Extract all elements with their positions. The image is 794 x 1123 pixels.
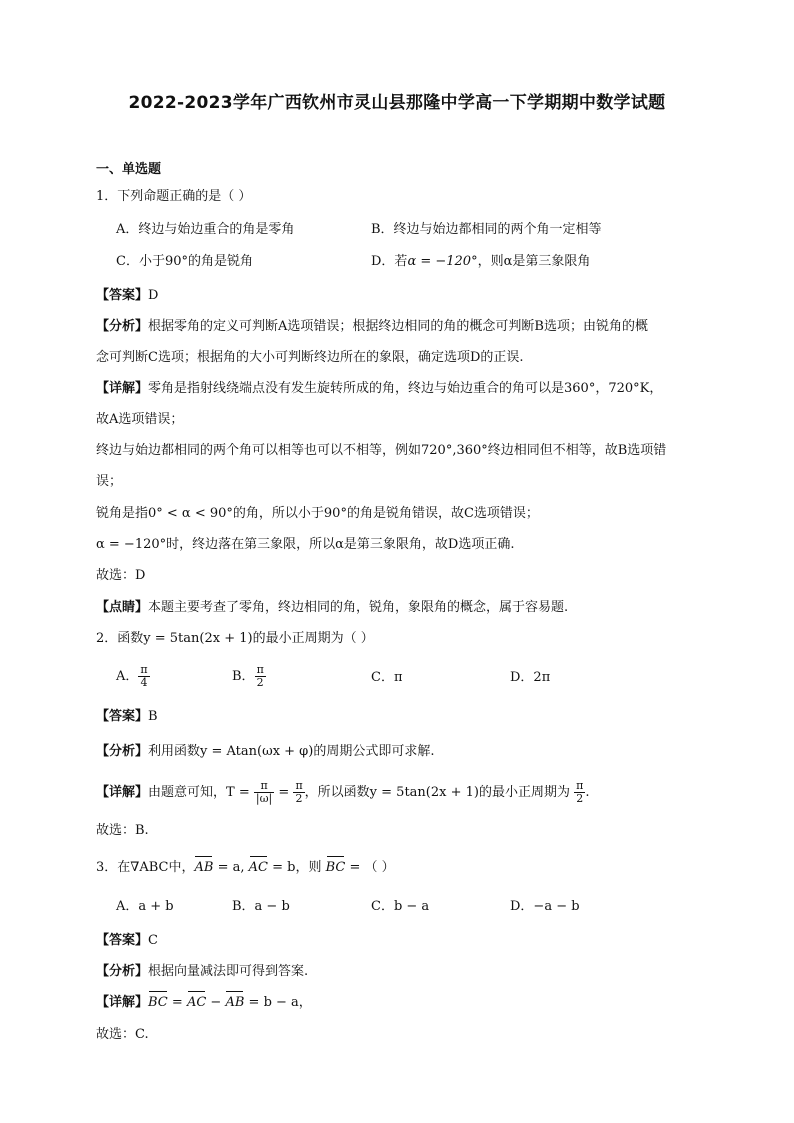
q2-detail-line xyxy=(96,780,589,805)
detail-tag: 【详解】 xyxy=(96,381,149,396)
q2-answer-line xyxy=(96,707,158,727)
fraction-numerator: π xyxy=(295,779,303,792)
q1-comment: 本题主要考查了零角，终边相同的角，锐角，象限角的概念，属于容易题. xyxy=(148,600,569,615)
q2-option-c: C．π xyxy=(371,670,403,685)
q2-detail-pre: 由题意可知，T = xyxy=(148,785,250,800)
fraction-denominator: 4 xyxy=(140,676,148,689)
q3-stem-end: = （ ） xyxy=(345,860,395,875)
q1-detail-line-1 xyxy=(96,379,662,399)
vector-bc: BC xyxy=(148,993,168,1013)
q3-conclusion: 故选：C. xyxy=(96,1027,149,1042)
q1-option-c: C．小于90°的角是锐角 xyxy=(116,254,253,269)
q3-option-c: C．b − a xyxy=(371,899,430,914)
q2-option-a xyxy=(116,664,150,689)
q1-option-b: B．终边与始边都相同的两个角一定相等 xyxy=(371,222,602,237)
q3-detail-equals: = xyxy=(167,995,187,1010)
q3-analysis: 根据向量减法即可得到答案. xyxy=(148,964,309,979)
q3-stem-pre: 3．在∇ABC中， xyxy=(96,860,195,875)
fraction-numerator: π xyxy=(140,663,148,676)
answer-tag: 【答案】 xyxy=(96,288,149,303)
detail-tag: 【详解】 xyxy=(96,785,149,800)
q3-analysis-line xyxy=(96,962,308,982)
q1-option-a: A．终边与始边重合的角是零角 xyxy=(116,222,295,237)
q1-detail-line-3: 终边与始边都相同的两个角可以相等也可以不相等，例如720°,360°终边相同但不相等，故B选项错 xyxy=(96,443,667,458)
q3-stem xyxy=(96,858,395,878)
analysis-tag: 【分析】 xyxy=(96,964,149,979)
q1-comment-line xyxy=(96,598,568,618)
q1-option-d-suffix: ，则α是第三象限角 xyxy=(477,254,591,269)
q3-option-d: D．−a − b xyxy=(510,899,580,914)
analysis-tag: 【分析】 xyxy=(96,319,149,334)
q1-detail-1: 零角是指射线绕端点没有发生旋转所成的角，终边与始边重合的角可以是360°，720°K， xyxy=(148,381,663,396)
comment-tag: 【点睛】 xyxy=(96,600,149,615)
q2-option-b-label: B． xyxy=(232,669,255,684)
q1-detail-line-4: 误； xyxy=(96,474,123,489)
fraction-numerator: π xyxy=(576,779,584,792)
fraction-denominator: 2 xyxy=(256,676,264,689)
q3-stem-mid-2: = b，则 xyxy=(267,860,326,875)
q1-option-d-math: α = −120° xyxy=(407,254,478,269)
q1-analysis-1: 根据零角的定义可判断A选项错误；根据终边相同的角的概念可判断B选项；由锐角的概 xyxy=(148,319,648,334)
q2-option-d: D．2π xyxy=(510,670,551,685)
q2-stem: 2．函数y = 5tan(2x + 1)的最小正周期为（ ） xyxy=(96,631,374,646)
q2-detail-mid: ，所以函数y = 5tan(2x + 1)的最小正周期为 xyxy=(304,785,570,800)
vector-bc: BC xyxy=(326,858,346,878)
q1-stem: 1．下列命题正确的是（ ） xyxy=(96,189,252,204)
detail-tag: 【详解】 xyxy=(96,995,149,1010)
q1-detail-line-5: 锐角是指0° < α < 90°的角，所以小于90°的角是锐角错误，故C选项错误； xyxy=(96,506,539,521)
q2-option-b-fraction xyxy=(255,664,266,689)
q3-detail-end: = b − a， xyxy=(244,995,312,1010)
fraction-denominator: |ω| xyxy=(255,792,273,805)
fraction-denominator: 2 xyxy=(295,792,303,805)
q1-detail-line-2: 故A选项错误； xyxy=(96,412,184,427)
q1-answer-line xyxy=(96,286,158,306)
q3-detail-line xyxy=(96,993,312,1013)
q1-conclusion: 故选：D xyxy=(96,568,146,583)
q1-option-d-prefix: D．若 xyxy=(371,254,408,269)
q2-option-b xyxy=(232,664,266,689)
q2-detail-fraction-2 xyxy=(293,780,304,805)
answer-tag: 【答案】 xyxy=(96,933,149,948)
page-title: 2022-2023学年广西钦州市灵山县那隆中学高一下学期期中数学试题 xyxy=(128,93,666,113)
q2-detail-equals: = xyxy=(278,785,290,800)
q3-answer: C xyxy=(148,933,158,948)
vector-ab: AB xyxy=(194,858,213,878)
q2-detail-fraction-1 xyxy=(254,780,274,805)
q1-analysis-line-2: 念可判断C选项；根据角的大小可判断终边所在的象限，确定选项D的正误. xyxy=(96,350,524,365)
fraction-denominator: 2 xyxy=(576,792,584,805)
q2-analysis-line xyxy=(96,742,435,762)
q1-answer: D xyxy=(148,288,159,303)
q3-answer-line xyxy=(96,931,158,951)
q1-detail-line-6: α = −120°时，终边落在第三象限，所以α是第三象限角，故D选项正确. xyxy=(96,537,515,552)
q2-detail-fraction-3 xyxy=(574,780,585,805)
section-heading: 一、单选题 xyxy=(96,162,162,177)
fraction-numerator: π xyxy=(254,780,274,793)
vector-ac: AC xyxy=(249,858,268,878)
analysis-tag: 【分析】 xyxy=(96,744,149,759)
answer-tag: 【答案】 xyxy=(96,709,149,724)
q1-analysis-line-1 xyxy=(96,317,648,337)
q2-option-a-fraction xyxy=(138,664,149,689)
q3-option-a: A．a + b xyxy=(116,899,174,914)
fraction-numerator: π xyxy=(256,663,264,676)
q2-answer: B xyxy=(148,709,158,724)
q2-detail-end: . xyxy=(585,785,590,800)
q1-option-d xyxy=(371,252,590,272)
q3-option-b: B．a − b xyxy=(232,899,290,914)
q2-option-a-label: A． xyxy=(116,669,139,684)
q3-detail-minus: − xyxy=(206,995,226,1010)
q2-analysis: 利用函数y = Atan(ωx + φ)的周期公式即可求解. xyxy=(148,744,435,759)
vector-ab: AB xyxy=(225,993,244,1013)
q2-conclusion: 故选：B. xyxy=(96,823,149,838)
vector-ac: AC xyxy=(187,993,206,1013)
q3-stem-mid-1: = a, xyxy=(213,860,249,875)
